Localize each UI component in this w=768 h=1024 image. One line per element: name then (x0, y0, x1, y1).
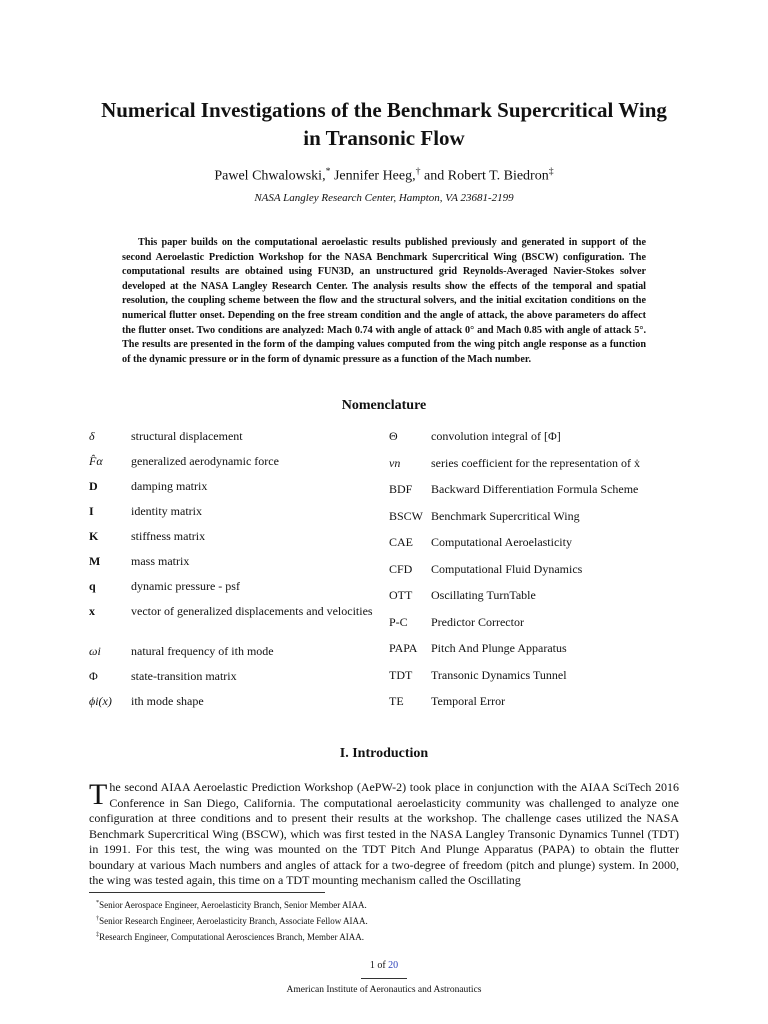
nomenclature-entry: OTT Oscillating TurnTable (389, 588, 536, 602)
nomenclature-entry: νn series coefficient for the representation of ẋ (389, 455, 641, 470)
nomenclature-entry: M mass matrix (89, 554, 190, 568)
nomenclature-entry: BDF Backward Differentiation Formula Scheme (389, 482, 639, 496)
nomenclature-left-column (89, 429, 379, 719)
introduction-paragraph: The second AIAA Aeroelastic Prediction Workshop (AePW-2) took place in conjunction with the AIAA SciTech 2016 Conference in San Diego, California. The computational aeroelasticity community was challenged to analyze one configuration at three conditions and to present their results at the workshop. The challenge cases utilized the NASA Benchmark Supercritical Wing (BSCW), which was first tested in the NASA Langley Transonic Dynamics Tunnel (TDT) in 1991. For this test, the wing was mounted on the TDT Pitch And Plunge Apparatus (PAPA) to obtain the flutter boundary at various Mach numbers and angles of attack for a two-degree of freedom (pitch and plunge) system. In 2000, the wing was tested again, this time on a TDT mounting mechanism called the Oscillating (89, 778, 679, 887)
nomenclature-entry: Θ convolution integral of [Φ] (389, 429, 561, 443)
nomenclature-entry: CAE Computational Aeroelasticity (389, 535, 572, 549)
page-number: 1 of 20 (369, 960, 399, 971)
nomenclature-entry: q dynamic pressure - psf (89, 579, 240, 593)
nomenclature-entry: BSCW Benchmark Supercritical Wing (389, 508, 580, 523)
organization-footer: American Institute of Aeronautics and Astronautics (286, 985, 482, 995)
footnote: *Senior Aerospace Engineer, Aeroelasticity Branch, Senior Member AIAA. (96, 899, 367, 910)
nomenclature-entry: Φ state-transition matrix (89, 669, 237, 683)
nomenclature-entry: TE Temporal Error (389, 694, 506, 708)
nomenclature-entry: PAPA Pitch And Plunge Apparatus (389, 641, 567, 655)
author-1: Pawel Chwalowski, (214, 168, 326, 184)
page-rule (361, 978, 407, 979)
nomenclature-entry: ωi natural frequency of ith mode (89, 644, 274, 658)
footnote: ‡Research Engineer, Computational Aerosciences Branch, Member AIAA. (96, 931, 364, 942)
nomenclature-entry: F̂α generalized aerodynamic force (89, 454, 279, 468)
paper-title: Numerical Investigations of the Benchmark Supercritical Wing in Transonic Flow (101, 98, 667, 150)
drop-cap: T (89, 778, 108, 811)
footnote: †Senior Research Engineer, Aeroelasticity Branch, Associate Fellow AIAA. (96, 915, 368, 926)
author-list: Pawel Chwalowski,* Jennifer Heeg,† and Robert T. Biedron‡ (214, 166, 554, 184)
nomenclature-entry: K stiffness matrix (89, 529, 206, 543)
nomenclature-entry: I identity matrix (89, 504, 202, 518)
footnotes (96, 896, 368, 944)
introduction-heading: I. Introduction (339, 746, 429, 761)
nomenclature-right-column (389, 429, 689, 721)
nomenclature-entry: δ structural displacement (89, 429, 243, 443)
nomenclature-entry: D damping matrix (89, 479, 208, 493)
nomenclature-entry: CFD Computational Fluid Dynamics (389, 561, 583, 576)
nomenclature-entry: TDT Transonic Dynamics Tunnel (389, 667, 567, 682)
footnote-rule (89, 892, 325, 893)
author-2: Jennifer Heeg, (333, 168, 416, 184)
nomenclature-entry: P-C Predictor Corrector (389, 614, 524, 629)
author-3: and Robert T. Biedron (424, 168, 549, 184)
nomenclature-entry: x vector of generalized displacements and velocities (89, 604, 373, 618)
nomenclature-entry: ϕi(x) ith mode shape (89, 694, 204, 708)
affiliation: NASA Langley Research Center, Hampton, VA 23681-2199 (254, 192, 514, 204)
abstract: This paper builds on the computational aeroelastic results published previously and generated in support of the second Aeroelastic Prediction Workshop for the NASA Benchmark Supercritical Wing (BSCW) configuration. The computational results are obtained using FUN3D, an unstructured grid Reynolds-Averaged Navier-Stokes solver developed at the NASA Langley Research Center. The analysis results show the effects of the temporal and spatial resolution, the coupling scheme between the flow and the structural solvers, and the initial excitation conditions on the numerical flutter onset. Depending on the free stream condition and the angle of attack, the above parameters do affect the flutter onset. Two conditions are analyzed: Mach 0.74 with angle of attack 0° and Mach 0.85 with angle of attack 5°. The results are presented in the form of the damping values computed from the wing pitch angle response as a function of the dynamic pressure or in the form of dynamic pressure as a function of the Mach number. (122, 237, 646, 365)
total-pages-link[interactable]: 20 (388, 960, 399, 971)
nomenclature-heading: Nomenclature (341, 398, 427, 413)
